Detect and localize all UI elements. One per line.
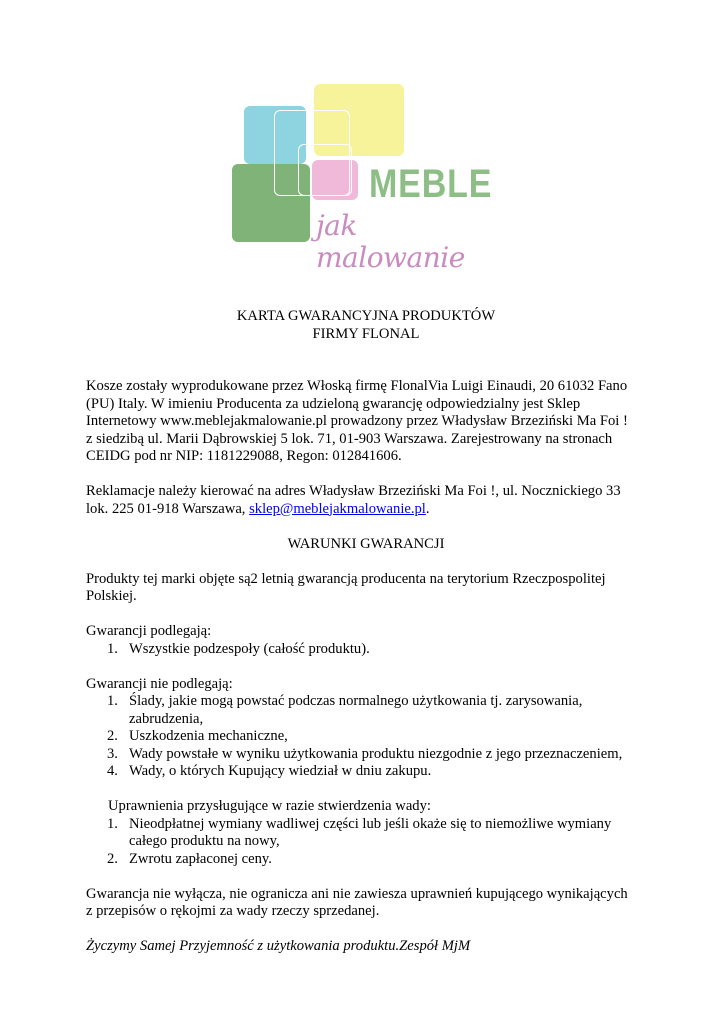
list-item-number: 3. [107, 745, 118, 762]
coverage-line: Produkty tej marki objęte są2 letnią gwarancją producenta na terytorium Rzeczpospolitej [86, 570, 606, 587]
closing-line: Gwarancja nie wyłącza, nie ogranicza ani nie zawiesza uprawnień kupującego wynikających [86, 885, 628, 902]
list-item [86, 641, 646, 659]
covered-list [86, 641, 646, 659]
list-item-text: zabrudzenia, [129, 710, 204, 727]
list-item [86, 816, 646, 851]
logo-outline-frame-2 [298, 144, 352, 196]
list-item [86, 728, 646, 746]
complaints-address: lok. 225 01-918 Warszawa, [86, 500, 250, 517]
intro-paragraph [86, 378, 646, 466]
signoff: Życzymy Samej Przyjemność z użytkowania produktu.Zespół MjM [86, 938, 471, 954]
coverage-line: Polskiej. [86, 588, 137, 604]
logo-tagline: jak malowanie [316, 209, 465, 274]
list-item-number: 4. [107, 763, 118, 779]
complaints-period: . [425, 500, 430, 517]
warranty-document [86, 308, 646, 956]
list-item [86, 746, 646, 764]
list-item-text: Ślady, jakie mogą powstać podczas normalnego użytkowania tj. zarysowania, [129, 693, 583, 709]
email-link[interactable]: sklep@meblejakmalowanie.pl [249, 500, 426, 517]
intro-line: Kosze zostały wyprodukowane przez Włoską firmę FlonalVia Luigi Einaudi, 20 61032 Fano [86, 378, 628, 394]
complaints-paragraph [86, 483, 646, 518]
rights-heading: Uprawnienia przysługujące w razie stwierdzenia wady: [108, 798, 431, 814]
not-covered-heading: Gwarancji nie podlegają: [86, 675, 233, 692]
rights-list [86, 816, 646, 869]
complaints-line [86, 501, 646, 519]
list-item-number: 2. [107, 850, 118, 867]
covered-heading: Gwarancji podlegają: [86, 623, 212, 639]
list-item-text: całego produktu na nowy, [129, 833, 280, 849]
list-item [86, 763, 646, 781]
list-item [86, 851, 646, 869]
list-item-text: Uszkodzenia mechaniczne, [129, 728, 288, 744]
intro-line: z siedzibą ul. Marii Dąbrowskiej 5 lok. 71, 01-903 Warszawa. Zarejestrowany na stronach [86, 430, 613, 447]
conditions-heading: WARUNKI GWARANCJI [287, 535, 445, 552]
list-item-number: 2. [107, 728, 118, 744]
list-item-number: 1. [107, 640, 118, 657]
list-item-text: Wady powstałe w wyniku użytkowania produktu niezgodnie z jego przeznaczeniem, [129, 745, 623, 762]
list-item-text: Wady, o których Kupujący wiedział w dniu zakupu. [129, 763, 432, 779]
complaints-line: Reklamacje należy kierować na adres Władysław Brzeziński Ma Foi !, ul. Nocznickiego 33 [86, 483, 621, 499]
list-item [86, 693, 646, 728]
list-item-number: 1. [107, 815, 118, 832]
logo-word: MEBLE [369, 162, 493, 206]
closing-paragraph [86, 886, 646, 921]
not-covered-list [86, 693, 646, 781]
intro-line: (PU) Italy. W imieniu Producenta za udzieloną gwarancję odpowiedzialny jest Sklep [86, 395, 581, 412]
company-logo [230, 82, 505, 274]
closing-line: z przepisów o rękojmi za wady rzeczy sprzedanej. [86, 903, 380, 919]
title-line-1: KARTA GWARANCYJNA PRODUKTÓW [236, 308, 496, 324]
list-item-text: Wszystkie podzespoły (całość produktu). [129, 640, 370, 657]
title-line-2: FIRMY FLONAL [312, 325, 420, 342]
intro-line: CEIDG pod nr NIP: 1181229088, Regon: 012841606. [86, 448, 402, 464]
list-item-text: Zwrotu zapłaconej ceny. [129, 850, 272, 867]
coverage-paragraph [86, 571, 646, 606]
list-item-number: 1. [107, 693, 118, 709]
list-item-text: Nieodpłatnej wymiany wadliwej części lub jeśli okaże się to niemożliwe wymiany [129, 815, 612, 832]
intro-line: Internetowy www.meblejakmalowanie.pl prowadzony przez Władysław Brzeziński Ma Foi ! [86, 413, 628, 429]
